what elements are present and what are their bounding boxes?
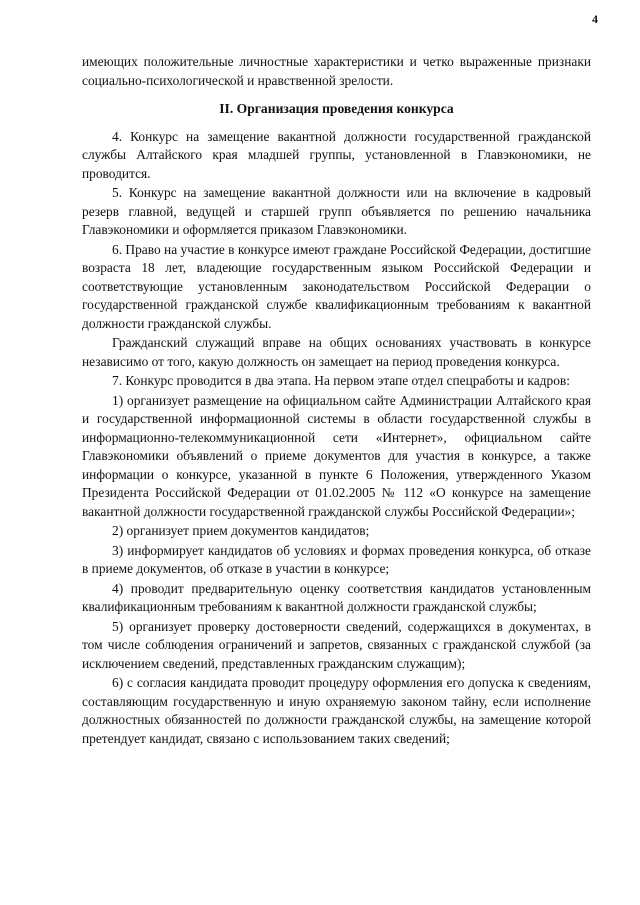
list-item-5: 5) организует проверку достоверности сведений, содержащихся в документах, в том числе соблюдения ограничений и запретов, связанных с гражданской службой (за исключением сведений, представленных гражданским служащим); [82, 618, 591, 671]
page-number: 4 [592, 12, 598, 26]
document-body [82, 53, 591, 749]
list-item-6: 6) с согласия кандидата проводит процедуру оформления его допуска к сведениям, составляющим государственную и иную охраняемую законом тайну, если исполнение должностных обязанностей по должности гражданской службы, на замещение которой претендует кандидат, связано с использованием таких сведений; [82, 675, 591, 746]
list-item-4: 4) проводит предварительную оценку соответствия кандидатов установленным квалификационным требованиям к вакантной должности гражданской службы; [82, 580, 591, 614]
paragraph-civil-servant: Гражданский служащий вправе на общих основаниях участвовать в конкурсе независимо от того, какую должность он замещает на период проведения конкурса. [82, 335, 591, 369]
paragraph-item-7: 7. Конкурс проводится в два этапа. На первом этапе отдел спецработы и кадров: [112, 373, 570, 388]
paragraph-item-5: 5. Конкурс на замещение вакантной должности или на включение в кадровый резерв главной, ведущей и старшей групп объявляется по решению начальника Главэкономики и оформляется приказом Главэкономики. [82, 185, 591, 237]
list-item-3: 3) информирует кандидатов об условиях и формах проведения конкурса, об отказе в приеме документов, об отказе в участии в конкурсе; [82, 542, 591, 576]
paragraph-continuation: имеющих положительные личностные характеристики и четко выраженные признаки социально-психологической и нравственной зрелости. [82, 54, 591, 88]
paragraph-item-6: 6. Право на участие в конкурсе имеют граждане Российской Федерации, достигшие возраста 18 лет, владеющие государственным языком Российской Федерации и соответствующие установленным законодательством Российской Федерации о государственной гражданской службе квалификационным требованиям к вакантной должности гражданской службы. [82, 241, 591, 331]
list-item-2: 2) организует прием документов кандидатов; [112, 523, 370, 538]
list-item-1: 1) организует размещение на официальном сайте Администрации Алтайского края и государственной информационной системы в области государственной службы в информационно-телекоммуникационной сети «Интернет», официальном сайте Главэкономики объявлений о приеме документов для участия в конкурсе, а также информации о конкурсе, указанной в пункте 6 Положения, утвержденного Указом Президента Российской Федерации от 01.02.2005 № 112 «О конкурсе на замещение вакантной должности государственной гражданской службы Российской Федерации»; [82, 392, 591, 519]
paragraph-item-4: 4. Конкурс на замещение вакантной должности государственной гражданской службы Алтайского края младшей группы, установленной в Главэкономики, не проводится. [82, 128, 591, 181]
section-heading: II. Организация проведения конкурса [219, 101, 454, 116]
